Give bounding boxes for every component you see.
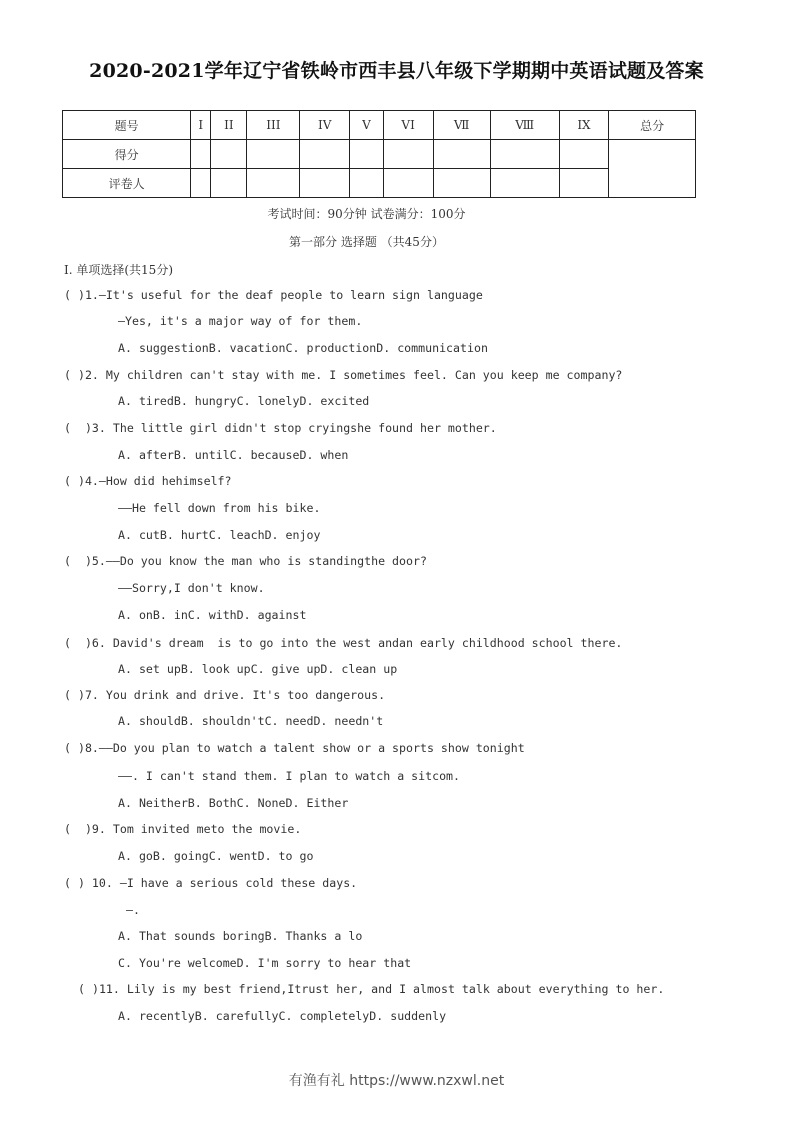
- question-stem: ( )7. You drink and drive. It's too dangerous.: [64, 688, 386, 702]
- header-cell: 题号: [63, 111, 191, 140]
- score-cell: [433, 140, 490, 169]
- question-line: —.: [126, 903, 140, 917]
- score-cell: [247, 140, 300, 169]
- document-title: 2020-2021学年辽宁省铁岭市西丰县八年级下学期期中英语试题及答案: [89, 60, 704, 82]
- grader-row: [63, 169, 696, 198]
- score-cell: [383, 140, 433, 169]
- part-title: 第一部分 选择题 （共45分）: [289, 235, 444, 249]
- header-cell: Ⅷ: [490, 111, 559, 140]
- question-stem: ( )6. David's dream is to go into the west andan early childhood school there.: [64, 636, 623, 650]
- grader-cell: [490, 169, 559, 198]
- question-line: A. recentlyB. carefullyC. completelyD. suddenly: [118, 1009, 447, 1023]
- question-line: A. NeitherB. BothC. NoneD. Either: [118, 796, 349, 810]
- grader-cell: [559, 169, 609, 198]
- question-line: A. onB. inC. withD. against: [118, 608, 307, 622]
- header-cell: VI: [383, 111, 433, 140]
- header-cell: III: [247, 111, 300, 140]
- row-label: 得分: [63, 140, 191, 169]
- question-stem: ( )2. My children can't stay with me. I sometimes feel. Can you keep me company?: [64, 368, 623, 382]
- header-cell: V: [350, 111, 384, 140]
- question-stem: ( )3. The little girl didn't stop cryingshe found her mother.: [64, 421, 497, 435]
- question-stem: ( )8.——Do you plan to watch a talent show or a sports show tonight: [64, 741, 525, 755]
- score-cell: [490, 140, 559, 169]
- grader-cell: [211, 169, 247, 198]
- score-cell: [350, 140, 384, 169]
- header-cell: Ⅶ: [433, 111, 490, 140]
- question-stem: ( )9. Tom invited meto the movie.: [64, 822, 302, 836]
- grader-cell: [350, 169, 384, 198]
- total-score-cell: [609, 140, 696, 198]
- grader-cell: [383, 169, 433, 198]
- header-cell: I: [191, 111, 211, 140]
- header-cell: II: [211, 111, 247, 140]
- question-line: A. goB. goingC. wentD. to go: [118, 849, 314, 863]
- score-cell: [211, 140, 247, 169]
- score-cell: [191, 140, 211, 169]
- question-stem: ( )1.—It's useful for the deaf people to learn sign language: [64, 288, 483, 302]
- question-stem: ( ) 10. —I have a serious cold these days.: [64, 876, 358, 890]
- grader-cell: [247, 169, 300, 198]
- question-line: A. suggestionB. vacationC. productionD. communication: [118, 341, 488, 355]
- score-table: [62, 110, 696, 198]
- score-cell: [559, 140, 609, 169]
- question-line: —Yes, it's a major way of for them.: [118, 314, 363, 328]
- grader-cell: [433, 169, 490, 198]
- question-line: ——Sorry,I don't know.: [118, 581, 265, 595]
- section-title: I. 单项选择(共15分): [64, 263, 174, 277]
- exam-info: 考试时间：90分钟 试卷满分：100分: [267, 207, 466, 221]
- header-cell: IV: [300, 111, 350, 140]
- score-table-header-row: [63, 111, 696, 140]
- question-line: A. set upB. look upC. give upD. clean up: [118, 662, 398, 676]
- question-stem: ( )11. Lily is my best friend,Itrust her, and I almost talk about everything to her.: [78, 982, 665, 996]
- question-line: A. shouldB. shouldn'tC. needD. needn't: [118, 714, 384, 728]
- question-line: ——. I can't stand them. I plan to watch a sitcom.: [118, 769, 461, 783]
- header-cell: IX: [559, 111, 609, 140]
- score-cell: [300, 140, 350, 169]
- question-line: A. tiredB. hungryC. lonelyD. excited: [118, 394, 370, 408]
- grader-cell: [300, 169, 350, 198]
- question-line: A. afterB. untilC. becauseD. when: [118, 448, 349, 462]
- score-row: [63, 140, 696, 169]
- question-line: C. You're welcomeD. I'm sorry to hear that: [118, 956, 412, 970]
- question-stem: ( )4.—How did hehimself?: [64, 474, 232, 488]
- question-line: A. cutB. hurtC. leachD. enjoy: [118, 528, 321, 542]
- question-line: ——He fell down from his bike.: [118, 501, 321, 515]
- grader-cell: [191, 169, 211, 198]
- question-line: A. That sounds boringB. Thanks a lo: [118, 929, 363, 943]
- question-stem: ( )5.——Do you know the man who is standingthe door?: [64, 554, 427, 568]
- footer-watermark: 有渔有礼 https://www.nzxwl.net: [288, 1073, 505, 1089]
- header-cell: 总分: [609, 111, 696, 140]
- row-label: 评卷人: [63, 169, 191, 198]
